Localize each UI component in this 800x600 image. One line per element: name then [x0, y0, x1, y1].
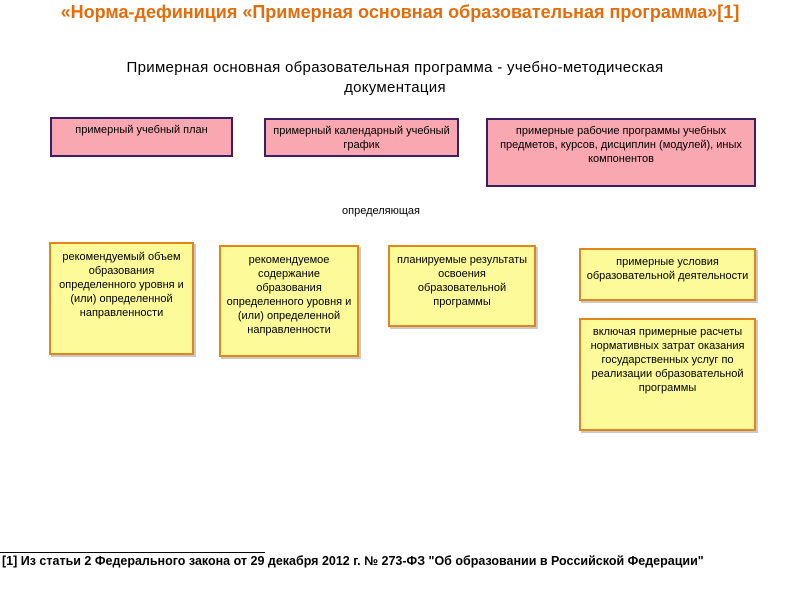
definition-subtitle: Примерная основная образовательная программа - учебно-методическая документация	[126, 59, 664, 96]
box-recommended-content	[219, 245, 359, 357]
box-curriculum-plan	[50, 117, 233, 157]
box-normative-costs-text: включая примерные расчеты нормативных затрат оказания государственных услуг по реализации образовательной программы	[590, 326, 745, 394]
box-recommended-volume	[49, 242, 194, 355]
connector-label: определяющая	[342, 205, 420, 217]
box-calendar-schedule-text: примерный календарный учебный график	[273, 125, 450, 151]
box-calendar-schedule	[264, 118, 459, 157]
slide-title: «Норма-дефиниция «Примерная основная образовательная программа»[1]	[60, 2, 740, 22]
footnote: [1] Из статьи 2 Федерального закона от 29 декабря 2012 г. № 273-ФЗ "Об образовании в Российской Федерации"	[2, 554, 704, 568]
footnote-divider	[0, 552, 265, 553]
box-work-programs-text: примерные рабочие программы учебных предметов, курсов, дисциплин (модулей), иных компонентов	[500, 125, 742, 165]
box-work-programs	[486, 118, 756, 187]
box-planned-results	[388, 245, 536, 327]
box-approximate-conditions-text: примерные условия образовательной деятельности	[586, 256, 749, 282]
box-planned-results-text: планируемые результаты освоения образовательной программы	[396, 254, 528, 308]
box-normative-costs	[579, 318, 756, 431]
box-curriculum-plan-text: примерный учебный план	[75, 124, 208, 136]
box-approximate-conditions	[579, 248, 756, 301]
box-recommended-content-text: рекомендуемое содержание образования определенного уровня и (или) определенной направленности	[226, 254, 352, 336]
box-recommended-volume-text: рекомендуемый объем образования определенного уровня и (или) определенной направленности	[59, 251, 184, 319]
